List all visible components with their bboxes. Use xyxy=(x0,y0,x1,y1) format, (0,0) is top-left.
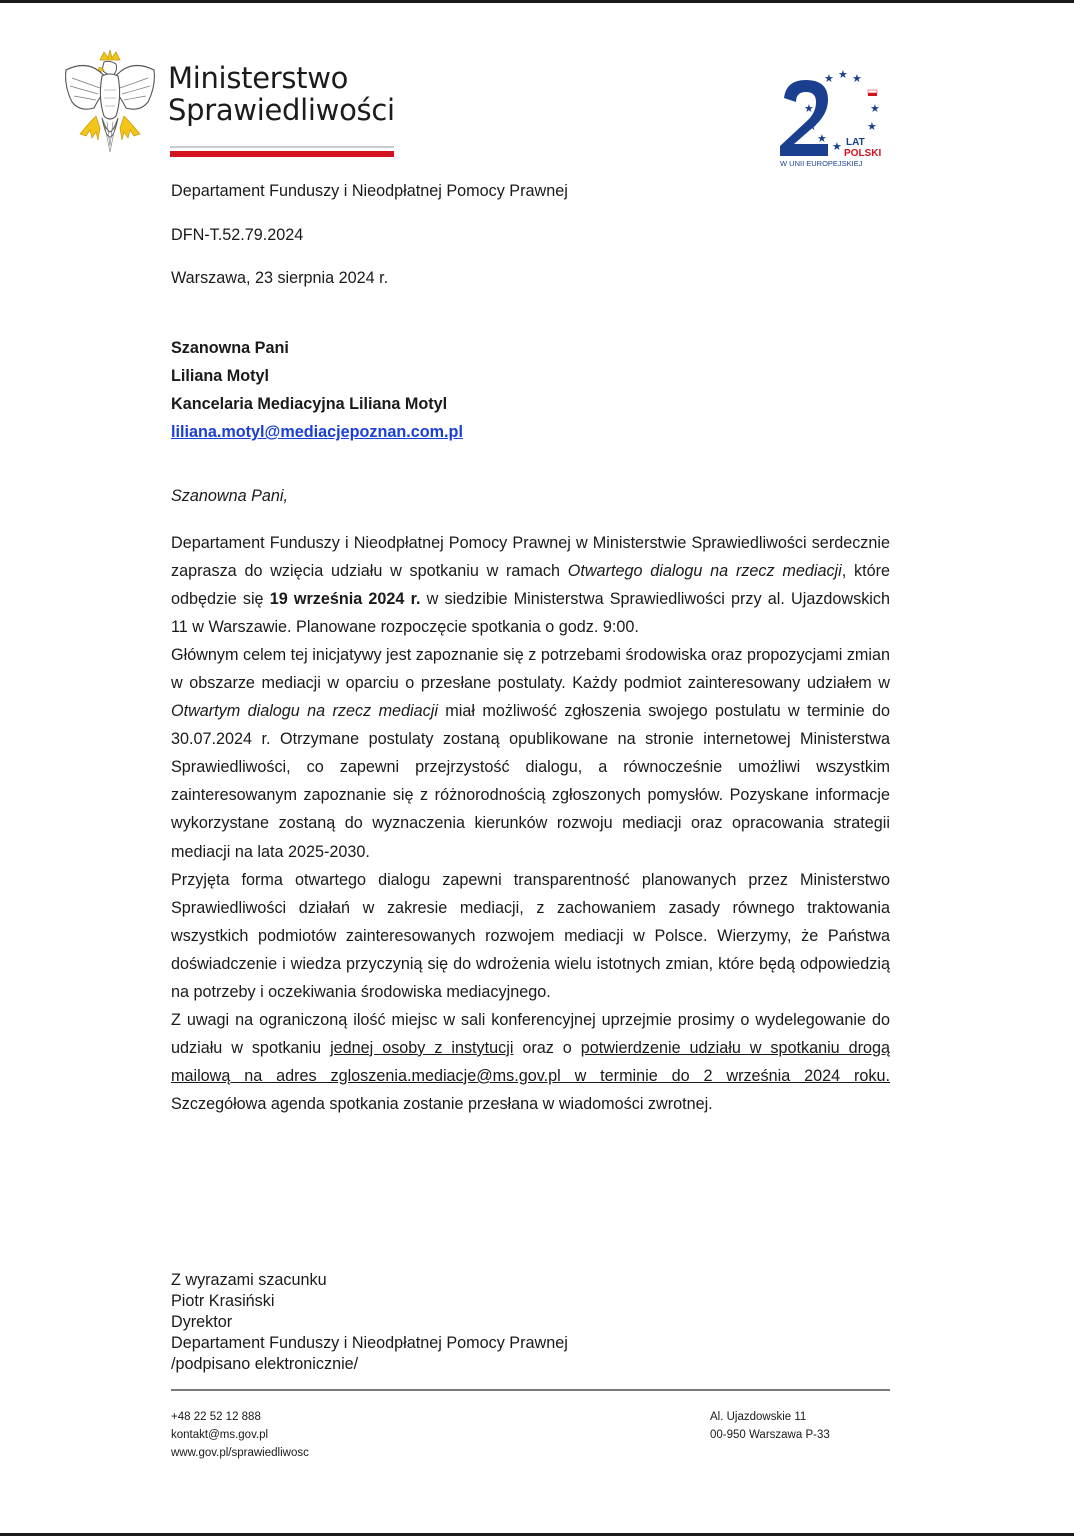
ministry-logo xyxy=(60,50,410,162)
footer-address xyxy=(710,1408,830,1444)
svg-text:★: ★ xyxy=(838,68,848,81)
letter-salutation: Szanowna Pani, xyxy=(171,487,288,505)
top-border xyxy=(0,0,1074,3)
paragraph-registration: Z uwagi na ograniczoną ilość miejsc w sali konferencyjnej uprzejmie prosimy o wydelegowanie do udziału w spotkaniu jednej osoby z instytucji oraz o potwierdzenie udziału w spotkaniu drogą mailową na adres zgloszenia.mediacje@ms.gov.pl w terminie do 2 września 2024 roku. Szczegółowa agenda spotkania zostanie przesłana w wiadomości zwrotnej. xyxy=(171,1010,890,1113)
signature-note: /podpisano elektronicznie/ xyxy=(171,1355,359,1373)
svg-text:LAT: LAT xyxy=(846,137,865,148)
place-and-date: Warszawa, 23 sierpnia 2024 r. xyxy=(171,269,389,287)
white-eagle-emblem-icon xyxy=(60,50,160,158)
svg-text:★: ★ xyxy=(870,102,880,115)
signer-department: Departament Funduszy i Nieodpłatnej Pomocy Prawnej xyxy=(171,1334,568,1352)
footer-contact xyxy=(171,1408,309,1462)
svg-text:★: ★ xyxy=(852,72,862,85)
ministry-name xyxy=(168,62,395,126)
footer-address-line2: 00-950 Warszawa P-33 xyxy=(710,1429,830,1441)
svg-text:★: ★ xyxy=(832,140,842,153)
footer-email: kontakt@ms.gov.pl xyxy=(171,1429,269,1441)
recipient-email-link[interactable]: liliana.motyl@mediacjepoznan.com.pl xyxy=(171,423,463,441)
footer-address-line1: Al. Ujazdowskie 11 xyxy=(710,1411,807,1423)
20-years-poland-in-eu-badge-icon xyxy=(770,60,900,175)
svg-text:★: ★ xyxy=(804,102,814,115)
ministry-name-line1: Ministerstwo xyxy=(168,61,349,95)
svg-text:★: ★ xyxy=(817,132,827,145)
recipient-organization: Kancelaria Mediacyjna Liliana Motyl xyxy=(171,395,448,413)
recipient-salutation: Szanowna Pani xyxy=(171,339,289,357)
logo-grey-rule xyxy=(170,146,394,148)
signer-name: Piotr Krasiński xyxy=(171,1292,275,1310)
paragraph-goal: Głównym celem tej inicjatywy jest zapoznanie się z potrzebami środowiska oraz propozycjami zmian w obszarze mediacji w oparciu o przesłane postulaty. Każdy podmiot zainteresowany udziałem w Otwartym dialogu na rzecz mediacji miał możliwość zgłoszenia swojego postulatu w terminie do 30.07.2024 r. Otrzymane postulaty zostaną opublikowane na stronie internetowej Ministerstwa Sprawiedliwości, co zapewni przejrzystość dialogu, a równocześnie umożliwi wszystkim zainteresowanym zapoznanie się z różnorodnością zgłoszonych pomysłów. Pozyskane informacje wykorzystane zostaną do wyznaczenia kierunków rozwoju mediacji oraz opracowania strategii mediacji na lata 2025-2030. xyxy=(171,646,890,861)
svg-text:POLSKI: POLSKI xyxy=(844,148,882,159)
svg-text:★: ★ xyxy=(824,72,834,85)
signer-title: Dyrektor xyxy=(171,1313,233,1331)
sender-department: Departament Funduszy i Nieodpłatnej Pomocy Prawnej xyxy=(171,182,568,200)
logo-red-rule xyxy=(170,151,394,157)
ministry-name-line2: Sprawiedliwości xyxy=(168,93,395,127)
reference-number: DFN-T.52.79.2024 xyxy=(171,226,304,244)
paragraph-invitation: Departament Funduszy i Nieodpłatnej Pomocy Prawnej w Ministerstwie Sprawiedliwości serdecznie zaprasza do wzięcia udziału w spotkaniu w ramach Otwartego dialogu na rzecz mediacji, które odbędzie się 19 września 2024 r. w siedzibie Ministerstwa Sprawiedliwości przy al. Ujazdowskich 11 w Warszawie. Planowane rozpoczęcie spotkania o godz. 9:00. xyxy=(171,534,890,637)
footer-phone: +48 22 52 12 888 xyxy=(171,1411,261,1423)
recipient-name: Liliana Motyl xyxy=(171,367,270,385)
svg-text:★: ★ xyxy=(807,120,817,133)
paragraph-transparency: Przyjęta forma otwartego dialogu zapewni transparentność planowanych przez Ministerstwo Sprawiedliwości działań w zakresie mediacji, z zachowaniem zasady równego traktowania wszystkich podmiotów zainteresowanych rozwojem mediacji w Polsce. Wierzymy, że Państwa doświadczenie i wiedza przyczynią się do wdrożenia wielu istotnych zmian, które będą odpowiedzią na potrzeby i oczekiwania środowiska mediacyjnego. xyxy=(171,870,890,1001)
footer-website: www.gov.pl/sprawiedliwosc xyxy=(171,1447,309,1459)
svg-text:W UNII EUROPEJSKIEJ: W UNII EUROPEJSKIEJ xyxy=(780,159,863,168)
letter-body xyxy=(171,529,890,1118)
svg-text:★: ★ xyxy=(867,120,877,133)
closing-regards: Z wyrazami szacunku xyxy=(171,1271,327,1289)
footer-divider xyxy=(171,1389,890,1391)
closing-block xyxy=(171,1270,568,1375)
recipient-block xyxy=(171,334,463,446)
